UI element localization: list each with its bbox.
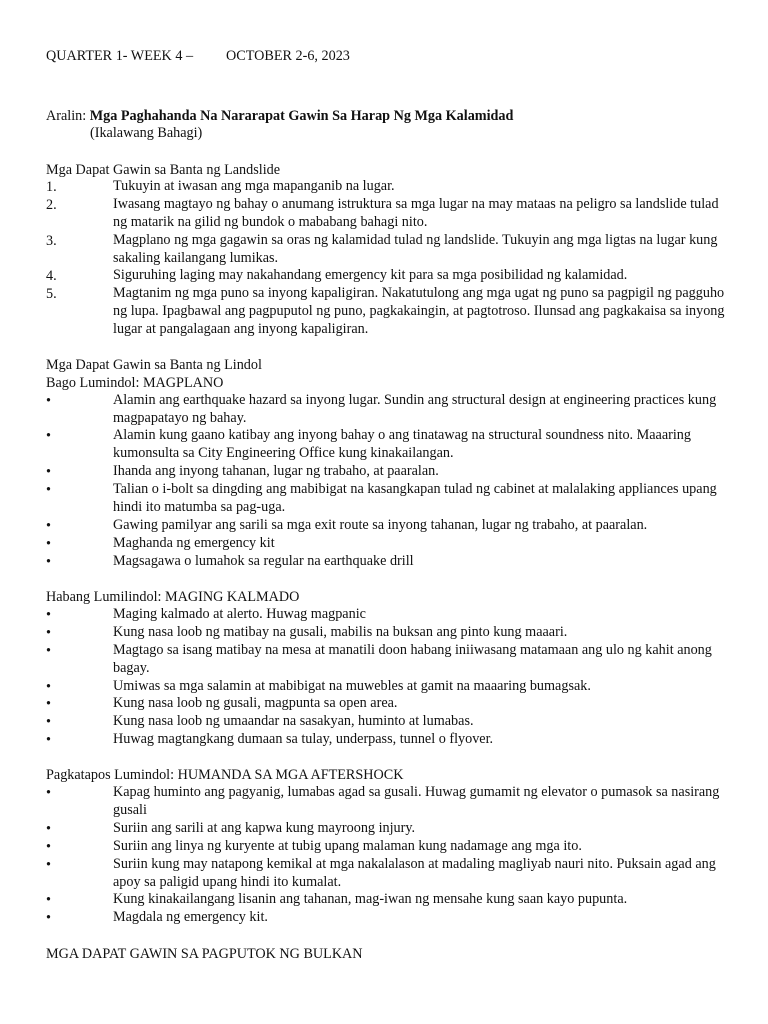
before-quake-heading: Bago Lumindol: MAGPLANO xyxy=(46,375,224,391)
list-item: Kung nasa loob ng matibay na gusali, mabilis na buksan ang pinto kung maaari. xyxy=(113,624,568,640)
bullet-marker: • xyxy=(46,732,51,748)
lesson-title-line xyxy=(46,107,513,125)
list-item: Magtago sa isang matibay na mesa at manatili doon habang iniiwasang matamaan ang ulo ng kahit anong bagay. xyxy=(113,642,712,676)
list-item: Ihanda ang inyong tahanan, lugar ng trabaho, at paaralan. xyxy=(113,463,439,479)
list-item: Alamin kung gaano katibay ang inyong bahay o ang tinatawag na structural soundness nito. Maaaring kumonsulta sa City Engineering Office kung kinakailangan. xyxy=(113,427,691,461)
list-item: Kapag huminto ang pagyanig, lumabas agad sa gusali. Huwag gumamit ng elevator o pumasok sa nasirang gusali xyxy=(113,784,720,818)
during-quake-heading: Habang Lumilindol: MAGING KALMADO xyxy=(46,589,300,605)
bullet-marker: • xyxy=(46,821,51,837)
list-item: Magdala ng emergency kit. xyxy=(113,909,268,925)
bullet-marker: • xyxy=(46,464,51,480)
list-item: Tukuyin at iwasan ang mga mapanganib na lugar. xyxy=(113,178,395,194)
bullet-marker: • xyxy=(46,857,51,873)
list-item: Suriin ang sarili at ang kapwa kung mayroong injury. xyxy=(113,820,416,836)
list-item: Magtanim ng mga puno sa inyong kapaligiran. Nakatutulong ang mga ugat ng puno sa pagpigil ng pagguho ng lupa. Ipagbawal ang pagpuputol ng puno, pagkakaingin, at pagtotroso. Ilunsad ang pagkakaisa sa inyong lugar at pangalagaan ang inyong kapaligiran. xyxy=(113,285,725,337)
list-item: Magsagawa o lumahok sa regular na earthquake drill xyxy=(113,553,414,569)
earthquake-heading: Mga Dapat Gawin sa Banta ng Lindol xyxy=(46,357,262,373)
list-item: Siguruhing laging may nakahandang emergency kit para sa mga posibilidad ng kalamidad. xyxy=(113,267,628,283)
list-marker: 1. xyxy=(46,179,57,195)
lesson-label: Aralin: xyxy=(46,108,87,124)
list-item: Gawing pamilyar ang sarili sa mga exit route sa inyong tahanan, lugar ng trabaho, at paaralan. xyxy=(113,517,648,533)
list-item: Maging kalmado at alerto. Huwag magpanic xyxy=(113,606,366,622)
bullet-marker: • xyxy=(46,696,51,712)
bullet-marker: • xyxy=(46,393,51,409)
list-item: Umiwas sa mga salamin at mabibigat na muwebles at gamit na maaaring bumagsak. xyxy=(113,678,591,694)
bullet-marker: • xyxy=(46,607,51,623)
list-marker: 3. xyxy=(46,233,57,249)
list-item: Talian o i-bolt sa dingding ang mabibigat na kasangkapan tulad ng cabinet at malalaking appliances upang hindi ito matumba sa pag-uga. xyxy=(113,481,717,515)
list-item: Suriin kung may natapong kemikal at mga nakalalason at madaling magliyab nauri nito. Puksain agad ang apoy sa paligid upang hindi ito kumalat. xyxy=(113,856,716,890)
volcano-heading: MGA DAPAT GAWIN SA PAGPUTOK NG BULKAN xyxy=(46,946,363,962)
list-item: Maghanda ng emergency kit xyxy=(113,535,275,551)
bullet-marker: • xyxy=(46,714,51,730)
quarter-week-label: QUARTER 1- WEEK 4 – xyxy=(46,48,194,64)
list-marker: 5. xyxy=(46,286,57,302)
bullet-marker: • xyxy=(46,536,51,552)
list-item: Kung nasa loob ng umaandar na sasakyan, huminto at lumabas. xyxy=(113,713,474,729)
landslide-heading: Mga Dapat Gawin sa Banta ng Landslide xyxy=(46,162,281,178)
list-marker: 2. xyxy=(46,197,57,213)
bullet-marker: • xyxy=(46,910,51,926)
lesson-title: Mga Paghahanda Na Nararapat Gawin Sa Harap Ng Mga Kalamidad xyxy=(89,108,514,124)
bullet-marker: • xyxy=(46,625,51,641)
after-quake-heading: Pagkatapos Lumindol: HUMANDA SA MGA AFTERSHOCK xyxy=(46,767,404,783)
date-range: OCTOBER 2-6, 2023 xyxy=(226,48,350,64)
bullet-marker: • xyxy=(46,892,51,908)
list-marker: 4. xyxy=(46,268,57,284)
list-item: Magplano ng mga gagawin sa oras ng kalamidad tulad ng landslide. Tukuyin ang mga ligtas na lugar kung sakaling kailangang lumikas. xyxy=(113,232,718,266)
list-item: Kung kinakailangang lisanin ang tahanan, mag-iwan ng mensahe kung saan kayo pupunta. xyxy=(113,891,628,907)
bullet-marker: • xyxy=(46,554,51,570)
lesson-subtitle: (Ikalawang Bahagi) xyxy=(90,125,203,141)
list-item: Suriin ang linya ng kuryente at tubig upang malaman kung nadamage ang mga ito. xyxy=(113,838,582,854)
bullet-marker: • xyxy=(46,679,51,695)
bullet-marker: • xyxy=(46,428,51,444)
list-item: Iwasang magtayo ng bahay o anumang istruktura sa mga lugar na may mataas na peligro sa landslide tulad ng matarik na gilid ng bundok o mababang bahagi nito. xyxy=(113,196,719,230)
list-item: Alamin ang earthquake hazard sa inyong lugar. Sundin ang structural design at engineering practices kung magpapatayo ng bahay. xyxy=(113,392,717,426)
list-item: Huwag magtangkang dumaan sa tulay, underpass, tunnel o flyover. xyxy=(113,731,494,747)
bullet-marker: • xyxy=(46,518,51,534)
bullet-marker: • xyxy=(46,482,51,498)
bullet-marker: • xyxy=(46,785,51,801)
list-item: Kung nasa loob ng gusali, magpunta sa open area. xyxy=(113,695,398,711)
bullet-marker: • xyxy=(46,643,51,659)
bullet-marker: • xyxy=(46,839,51,855)
